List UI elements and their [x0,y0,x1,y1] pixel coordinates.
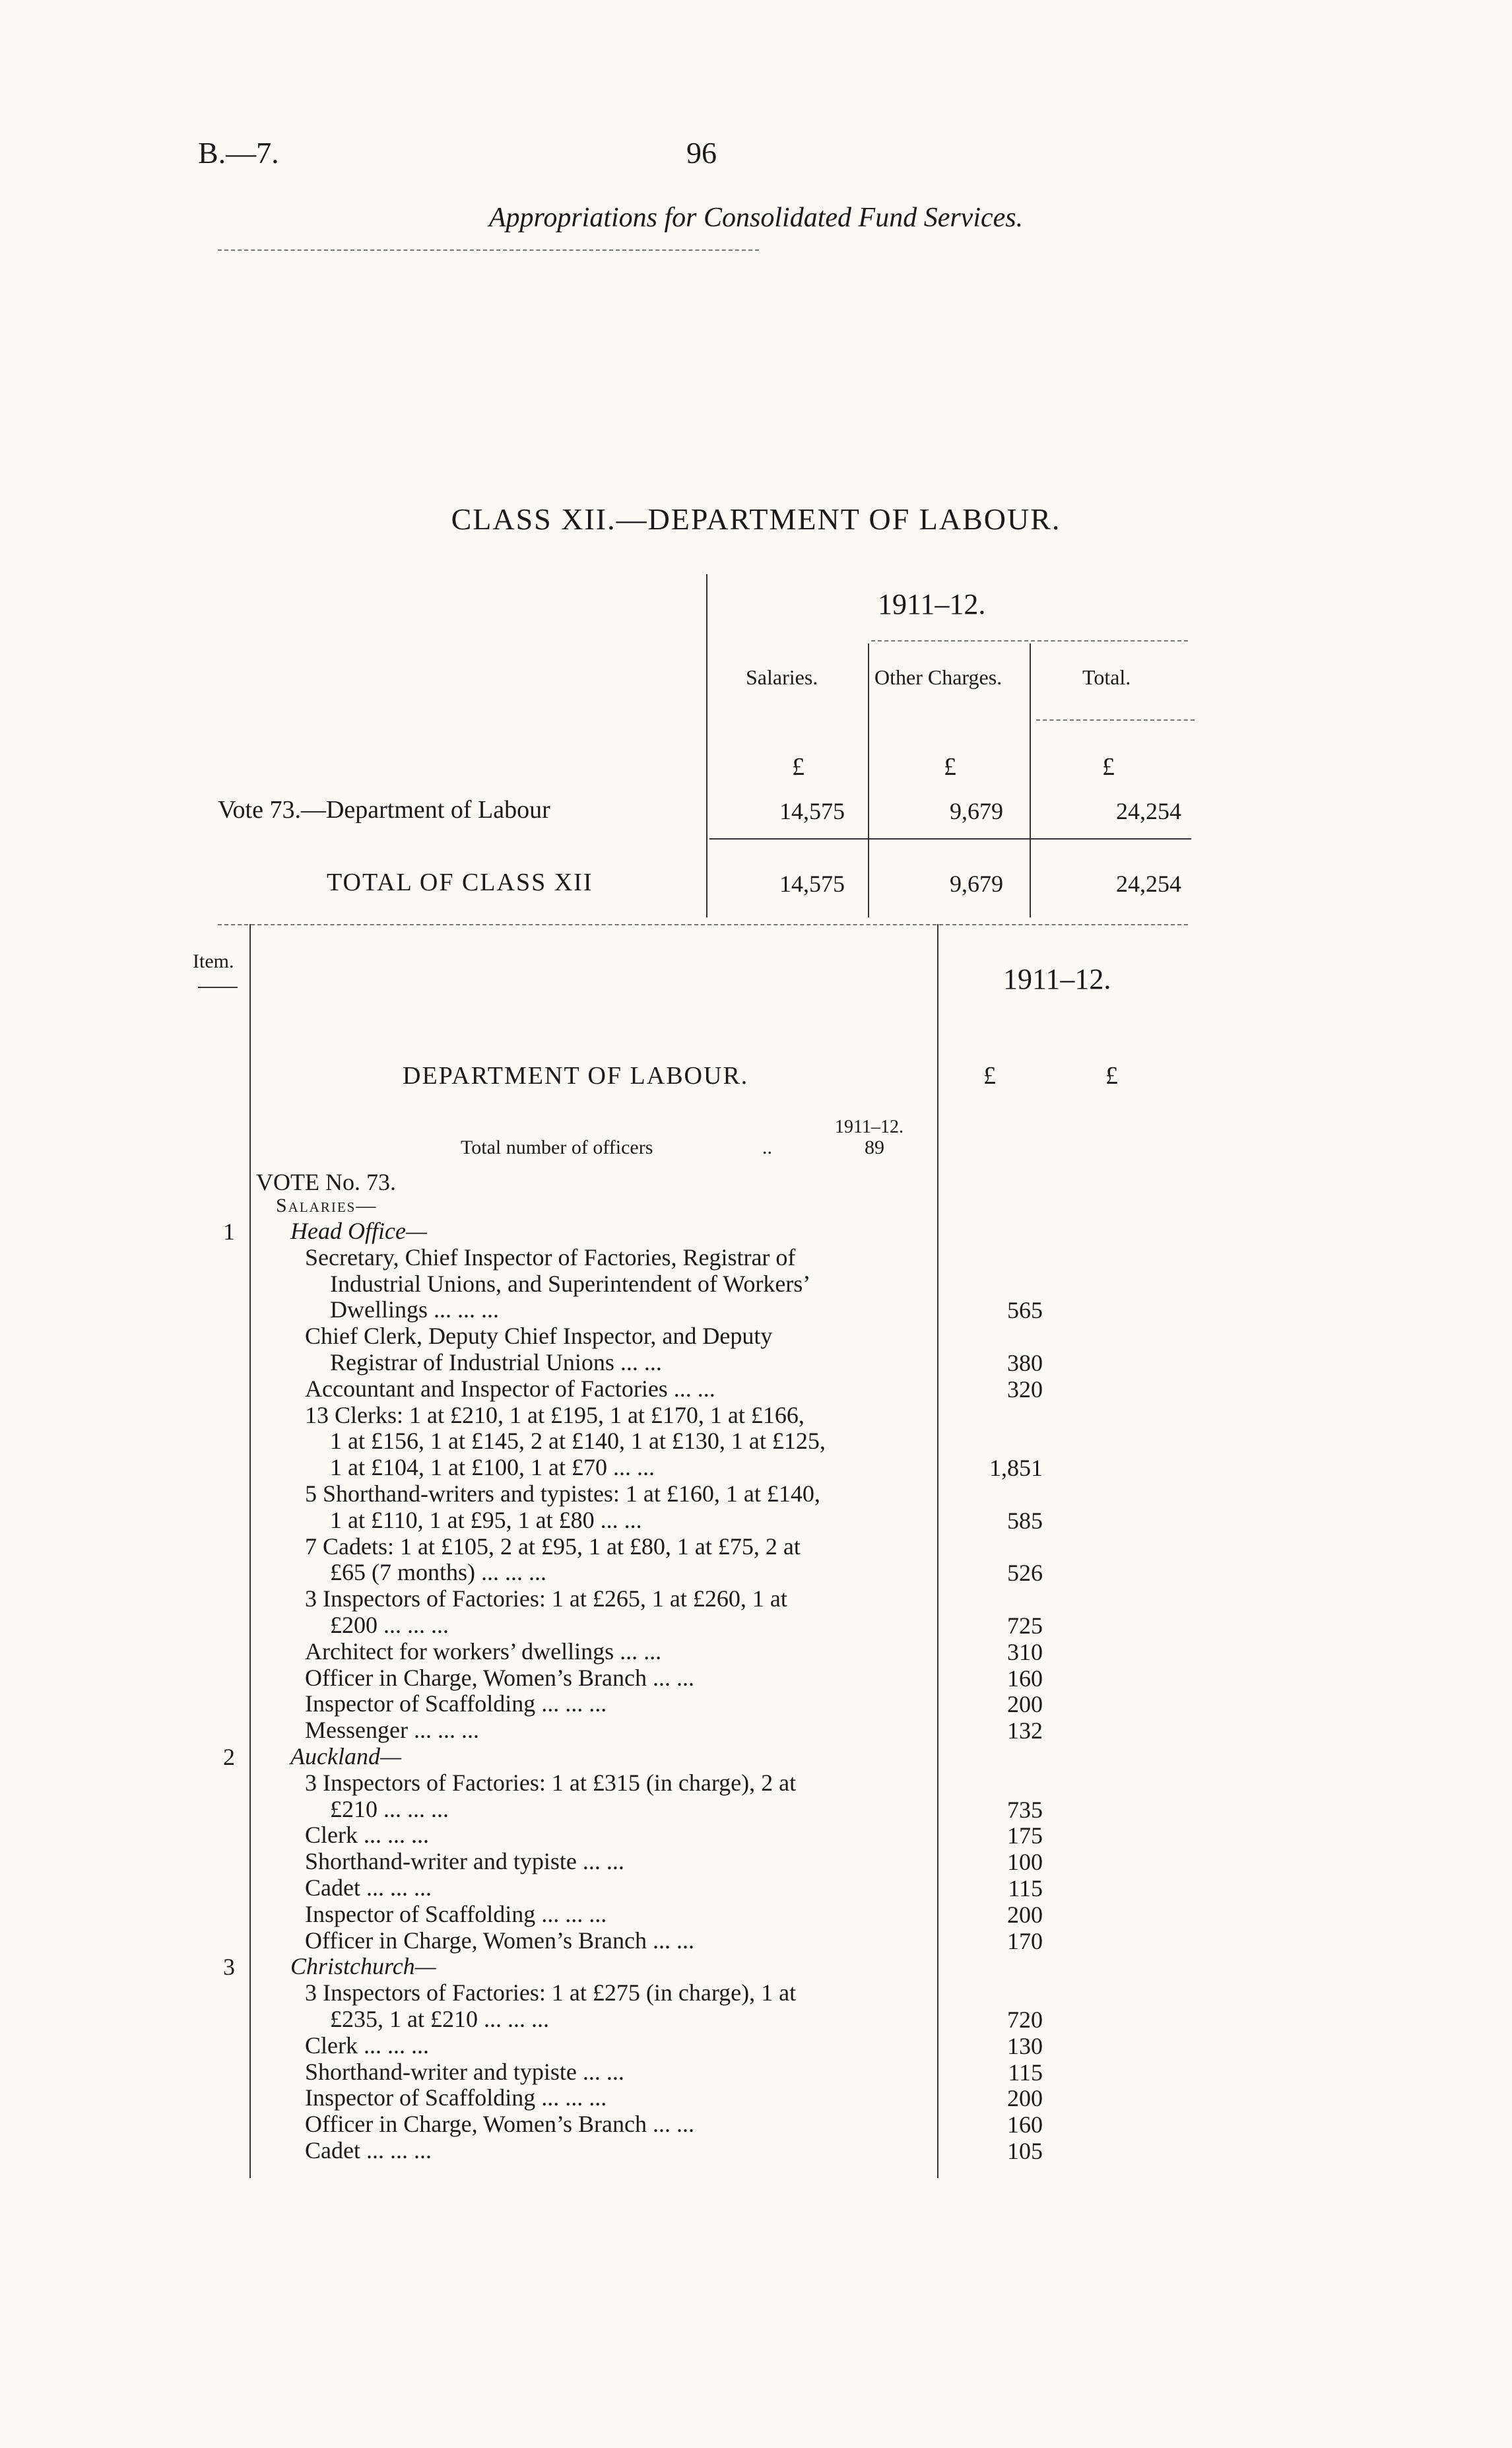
line-amount: 725 [1007,1612,1043,1639]
line-amount: 320 [1007,1376,1043,1403]
line-text: Clerk ... ... ... [305,2032,429,2059]
line-text: Shorthand-writer and typiste ... ... [305,1848,624,1874]
line-text: Shorthand-writer and typiste ... ... [305,2059,624,2085]
col-other-charges: Other Charges. [874,665,1003,689]
line-text: Inspector of Scaffolding ... ... ... [305,1901,607,1927]
line-amount: 565 [1007,1297,1043,1323]
line-text: Officer in Charge, Women’s Branch ... ... [305,1927,694,1954]
line-amount: 115 [1008,1875,1043,1902]
line-amount: 130 [1007,2033,1043,2059]
col-divider-1 [868,644,869,917]
line-text: 13 Clerks: 1 at £210, 1 at £195, 1 at £170, 1 at £166, [305,1402,805,1428]
officers-label: Total number of officers [461,1137,653,1158]
summary-divider [706,574,707,917]
line-amount: 160 [1007,2111,1043,2138]
col-divider-2 [1030,644,1031,917]
line-amount: 105 [1007,2138,1043,2164]
officers-year: 1911–12. [835,1117,904,1137]
class-title: CLASS XII.—DEPARTMENT OF LABOUR. [451,502,1061,536]
line-text: £210 ... ... ... [330,1796,449,1822]
line-text: Secretary, Chief Inspector of Factories, Registrar of [305,1244,796,1271]
item-column-divider [249,924,251,2178]
line-text: Chief Clerk, Deputy Chief Inspector, and Deputy [305,1323,773,1349]
summary-table [218,568,1195,924]
line-text: 3 Inspectors of Factories: 1 at £275 (in charge), 1 at [305,1979,797,2006]
line-text: Inspector of Scaffolding ... ... ... [305,1690,607,1717]
item-number: 2 [223,1744,235,1770]
line-text: 7 Cadets: 1 at £105, 2 at £95, 1 at £80, 1 at £75, 2 at [305,1533,801,1560]
line-text: Accountant and Inspector of Factories ... ... [305,1375,715,1402]
page-subtitle: Appropriations for Consolidated Fund Services. [488,203,1024,233]
page-number: 96 [686,136,717,170]
line-text: 1 at £104, 1 at £100, 1 at £70 ... ... [330,1454,655,1480]
summary-total-salaries: 14,575 [779,871,845,897]
salaries-heading: Salaries— [276,1195,378,1216]
line-text: £65 (7 months) ... ... ... [330,1559,546,1585]
subtitle-rule [218,249,759,251]
summary-row-total: 24,254 [1116,798,1181,824]
line-text: Auckland— [290,1743,401,1770]
line-text: £235, 1 at £210 ... ... ... [330,2006,549,2032]
line-amount: 200 [1007,1902,1043,1928]
currency-salaries: £ [792,753,805,781]
item-number: 3 [223,1954,235,1980]
line-amount: 310 [1007,1639,1043,1665]
line-text: 3 Inspectors of Factories: 1 at £265, 1 at £260, 1 at [305,1585,787,1612]
line-text: Registrar of Industrial Unions ... ... [330,1349,662,1375]
summary-row-other: 9,679 [950,798,1003,824]
line-amount: 170 [1007,1928,1043,1954]
year-rule [871,640,1188,642]
line-text: Cadet ... ... ... [305,1874,432,1901]
item-column-header: Item. [193,950,234,972]
line-amount: 200 [1007,2085,1043,2111]
summary-total-other: 9,679 [950,871,1003,897]
summary-total-label: TOTAL OF CLASS XII [327,869,593,896]
col-salaries: Salaries. [746,665,818,689]
line-amount: 132 [1007,1717,1043,1744]
line-amount: 175 [1007,1822,1043,1849]
line-amount: 585 [1007,1507,1043,1534]
vote-number: VOTE No. 73. [256,1169,396,1195]
items-currency-2: £ [1105,1062,1118,1090]
summary-total-total: 24,254 [1116,871,1181,897]
line-amount: 200 [1007,1691,1043,1717]
line-text: 5 Shorthand-writers and typistes: 1 at £160, 1 at £140, [305,1480,820,1507]
line-amount: 1,851 [989,1455,1043,1481]
line-amount: 720 [1007,2006,1043,2033]
line-text: Architect for workers’ dwellings ... ... [305,1638,662,1665]
items-top-rule [218,924,1188,925]
line-amount: 100 [1007,1849,1043,1875]
line-text: Clerk ... ... ... [305,1822,429,1848]
summary-row-label: Vote 73.—Department of Labour [218,796,550,824]
line-text: Head Office— [290,1218,427,1244]
line-text: Officer in Charge, Women’s Branch ... ... [305,1665,694,1691]
line-amount: 526 [1007,1560,1043,1586]
item-header-rule [198,987,238,988]
total-top-rule [709,838,1191,840]
line-text: 1 at £156, 1 at £145, 2 at £140, 1 at £130, 1 at £125, [330,1428,826,1454]
line-amount: 115 [1008,2059,1043,2086]
item-number: 1 [223,1218,235,1245]
amount-column-divider [937,924,938,2178]
items-year: 1911–12. [1003,963,1111,995]
line-amount: 735 [1007,1797,1043,1823]
total-rule [1036,719,1195,721]
line-text: Dwellings ... ... ... [330,1296,499,1323]
items-currency-1: £ [983,1062,996,1090]
summary-year: 1911–12. [878,588,986,620]
line-amount: 380 [1007,1350,1043,1376]
officers-dots: .. [762,1137,772,1158]
line-text: Christchurch— [290,1953,436,1979]
line-text: 3 Inspectors of Factories: 1 at £315 (in charge), 2 at [305,1770,797,1796]
col-total: Total. [1082,665,1131,689]
officers-count: 89 [865,1137,884,1158]
line-text: Industrial Unions, and Superintendent of Workers’ [330,1271,811,1297]
line-text: Messenger ... ... ... [305,1717,479,1743]
line-text: £200 ... ... ... [330,1612,449,1638]
line-text: 1 at £110, 1 at £95, 1 at £80 ... ... [330,1507,642,1533]
line-text: Inspector of Scaffolding ... ... ... [305,2084,607,2111]
summary-row-salaries: 14,575 [779,798,845,824]
line-text: Cadet ... ... ... [305,2137,432,2164]
line-amount: 160 [1007,1665,1043,1692]
document-ref: B.—7. [198,136,279,170]
currency-total: £ [1102,753,1115,781]
department-title: DEPARTMENT OF LABOUR. [403,1062,749,1090]
line-text: Officer in Charge, Women’s Branch ... ... [305,2111,694,2137]
currency-other: £ [944,753,956,781]
